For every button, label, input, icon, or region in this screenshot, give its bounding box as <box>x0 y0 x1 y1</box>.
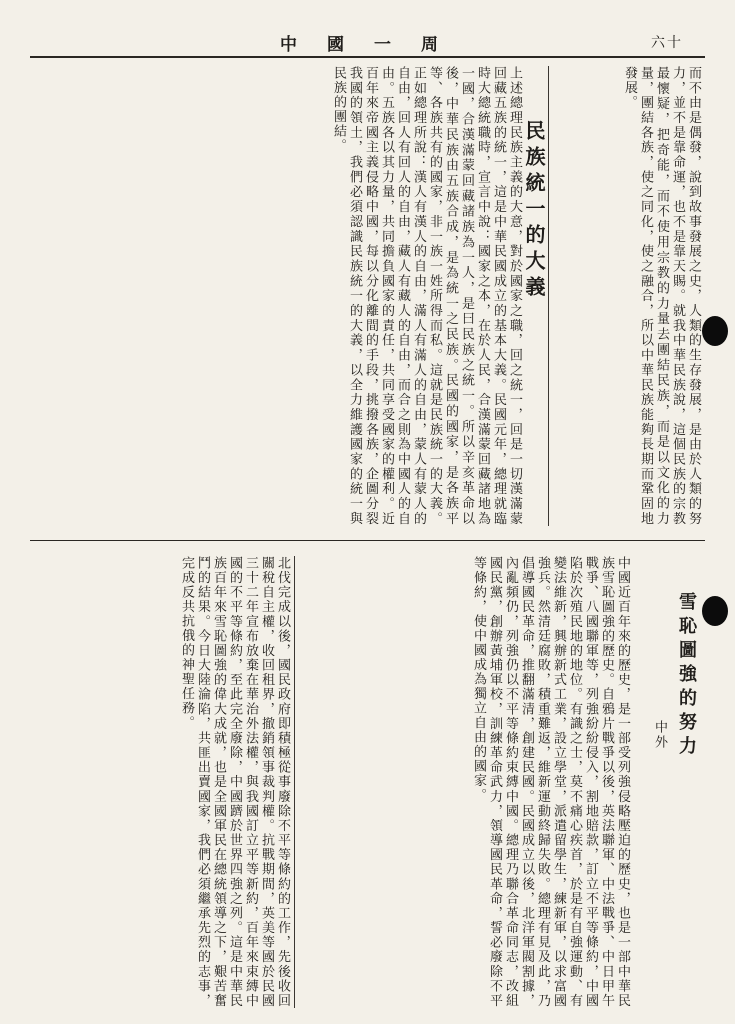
top-section-title: 民族統一的大義 <box>522 120 546 302</box>
section-divider <box>30 540 705 541</box>
bottom-section-title: 雪恥圖強的努力 <box>676 592 697 760</box>
journal-title: 中國一周 <box>280 35 468 55</box>
bottom-left-text: 北伐完成以後，國民政府即積極從事廢除不平等條約的工作，先後收回關稅自主權，收回租界，撤銷領事裁判權。抗戰期間，英美等國於民國三十二年宣布放棄在華治外法權，與我國訂立平等新約，百年來束縛中國的不平等條約，至此完全廢除，中國躋於世界四強之列。這是中華民族百年來雪恥圖強的偉大成就，也是全國軍民在總統領導之下，艱苦奮鬥的結果。今日大陸淪陷，共匪出賣國家，我們必須繼承先烈的志事，完成反共抗俄的神聖任務。 <box>179 556 290 1008</box>
bottom-main-text: 中國近百年來的歷史，是一部受列強侵略壓迫的歷史，也是一部中華民族雪恥圖強的歷史。自鴉片戰爭以後，英法聯軍、中法戰爭、中日甲午戰爭、八國聯軍等，列強紛紛侵入，割地賠款，訂立不平等條約，中國陷於次殖民地的地位。有識之士，莫不痛心疾首，於是有自強運動、有變法維新，興辦新式工業，設立學堂，派遣留學生，練新軍，以求富國強兵。然清廷腐敗，積重難返，維新運動終歸失敗。總理有見及此，乃倡導國民革命，推翻滿清，創建民國。民國成立以後，北洋軍閥割據，內亂頻仍，列強仍以不平等條約束縛中國。總理乃聯合革命同志，改組國民黨，創辦黃埔軍校，訓練革命武力，領導國民革命，誓必廢除不平等條約，使中國成為獨立自由的國家。 <box>471 556 630 1008</box>
top-right-column-text: 而不由是偶發，說到故事發展之史，人類的生存發展，是由於人類的努力，並不是靠命運，也不是靠天賜。就我中華民族說，這個民族的宗教最懷疑，把奇能，而不使用宗教的力量去團結民族，而是以文化的力量，團結各族，使之同化，使之融合，所以中華民族能夠長期而鞏固地發展。 <box>622 66 701 526</box>
bottom-column-divider <box>294 556 295 1008</box>
binding-hole-top <box>702 316 728 346</box>
top-main-text: 上述總理民族主義的大意，對於國家之職，回之統一，回是一切漢滿蒙回藏五族的統一，這是中華民國成立的基本大義。民國元年，總理就臨時大總統職時，宣言中說：國家之本，在於人民，合漢滿蒙回藏諸地為一國，合漢滿蒙回藏諸族為一人，是曰民族之統一。所以辛亥革命以後，中華民族由五族合成，是為統一之民族。民國的國家，是各族平等、各族共有的國家，非一族一姓所得而私。這就是民族統一的大義。正如總理所說：漢人有漢人的自由，滿人有滿人的自由，蒙人有蒙人的自由，回人有回人的自由，藏人有藏人的自由，而合之則為中國人的自由。五族各以其力量，共同擔負國家的責任，共同享受國家的權利。近百年來帝國主義侵略中國，每以分化離間的手段，挑撥各族，企圖分裂我國的領土，我們必須認識民族統一的大義，以全力維護國家的統一與民族的團結。 <box>331 66 522 526</box>
page-number: 六十 <box>651 35 683 51</box>
running-header <box>30 28 705 58</box>
bottom-author: 中外 <box>652 720 667 750</box>
binding-hole-bottom <box>702 596 728 626</box>
